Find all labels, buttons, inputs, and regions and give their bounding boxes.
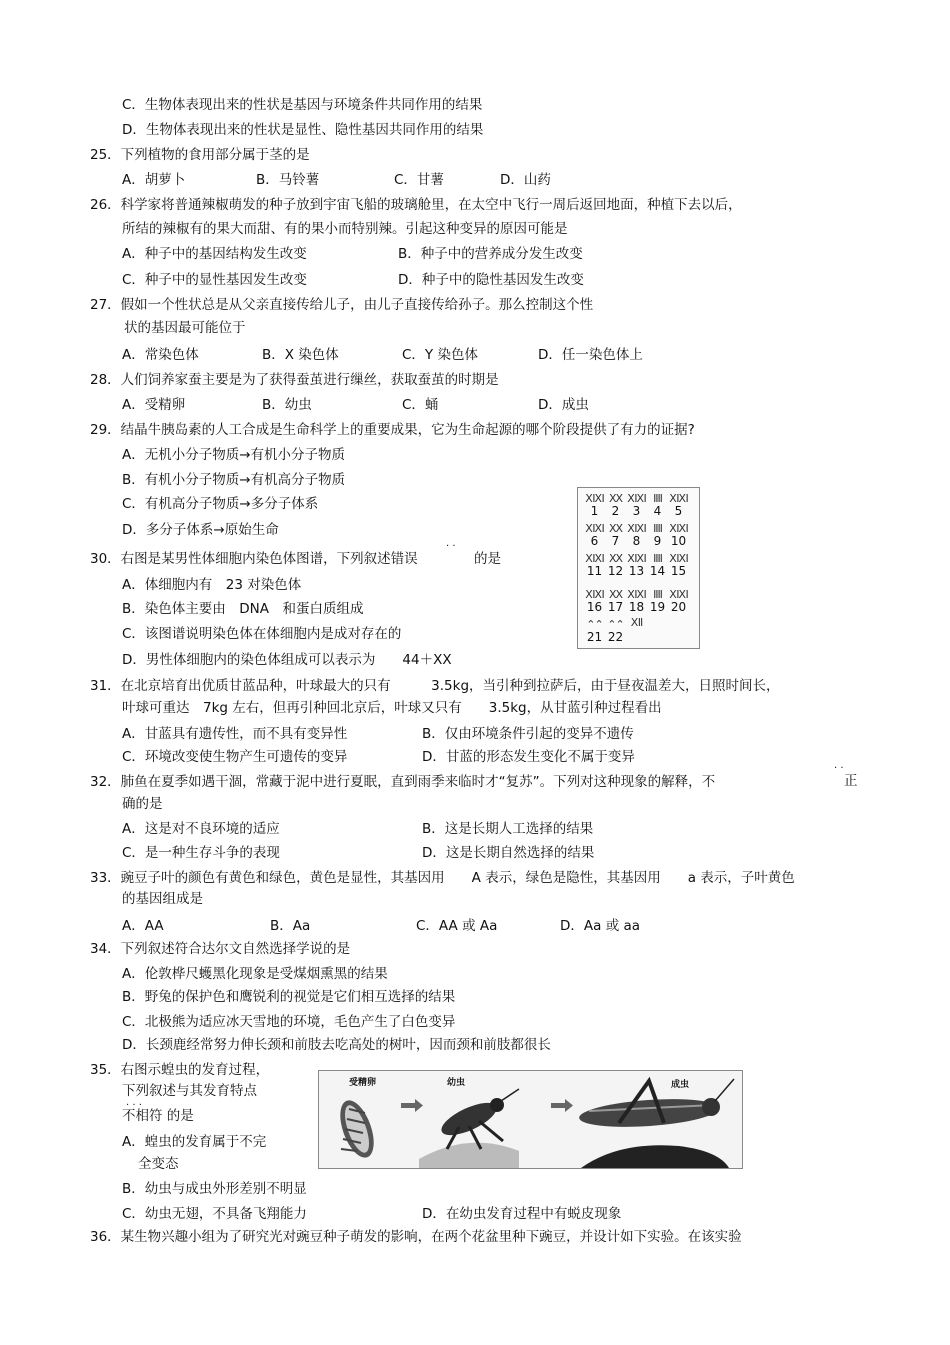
- chromosome-pair-glyph: ⅪⅪ: [669, 552, 688, 565]
- chromosome-number: 22: [607, 630, 624, 644]
- chromosome-number: 11: [586, 564, 603, 578]
- chromosome-number: 7: [611, 534, 620, 548]
- q31-option-c: C．环境改变使生物产生可遗传的变异: [122, 749, 348, 765]
- q27-stem-2: 状的基因最可能位于: [124, 320, 246, 336]
- q32-option-d: D．这是长期自然选择的结果: [422, 845, 595, 861]
- q30-stem-tail: 的是: [474, 551, 501, 567]
- q32-option-b: B．这是长期人工选择的结果: [422, 821, 594, 837]
- q28-option-b: B．幼虫: [262, 397, 312, 413]
- chromosome-pair: [584, 588, 605, 614]
- karyotype-row: [584, 552, 694, 578]
- chromosome-number: 12: [607, 564, 624, 578]
- chromosome-number: 17: [607, 600, 624, 614]
- chromosome-pair: [647, 522, 668, 548]
- q28-option-c: C．蛹: [402, 397, 439, 413]
- chromosome-pair: [626, 492, 647, 518]
- q25-option-a: A．胡萝卜: [122, 172, 186, 188]
- q29-option-b: B．有机小分子物质→有机高分子物质: [122, 472, 346, 488]
- chromosome-pair: [584, 522, 605, 548]
- chromosome-pair-glyph: ⅪⅪ: [627, 492, 646, 505]
- chromosome-pair-glyph: ⅪⅪ: [627, 588, 646, 601]
- chromosome-pair-glyph: ⅡⅡ: [653, 552, 662, 565]
- chromosome-pair-glyph: ⅩⅩ: [608, 588, 623, 601]
- q31-stem-2: 叶球可重达 7kg 左右，但再引种回北京后，叶球又只有 3.5kg，从甘蓝引种过程看出: [122, 700, 662, 716]
- arrow-right-icon: [401, 1099, 423, 1112]
- chromosome-pair: [605, 588, 626, 614]
- nymph-icon: [419, 1089, 519, 1168]
- chromosome-pair-glyph: ⅪⅪ: [669, 522, 688, 535]
- q32-option-c: C．是一种生存斗争的表现: [122, 845, 280, 861]
- q26-option-a: A．种子中的基因结构发生改变: [122, 246, 307, 262]
- q34-option-d: D．长颈鹿经常努力伸长颈和前肢去吃高处的树叶，因而颈和前肢都很长: [122, 1037, 551, 1053]
- q25-option-c: C．甘薯: [394, 172, 444, 188]
- chromosome-pair: [605, 618, 626, 644]
- chromosome-pair: [584, 552, 605, 578]
- q36-stem: 36．某生物兴趣小组为了研究光对豌豆种子萌发的影响，在两个花盆里种下豌豆，并设计如下实验。在该实验: [90, 1229, 742, 1245]
- chromosome-pair-glyph: ⅪⅪ: [585, 552, 604, 565]
- chromosome-number: 9: [653, 534, 662, 548]
- q28-option-a: A．受精卵: [122, 397, 186, 413]
- q30-option-c: C．该图谱说明染色体在体细胞内是成对存在的: [122, 626, 402, 642]
- q26-option-c: C．种子中的显性基因发生改变: [122, 272, 307, 288]
- chromosome-number: 19: [649, 600, 666, 614]
- q33-option-a: A．AA: [122, 918, 164, 934]
- q29-option-c: C．有机高分子物质→多分子体系: [122, 496, 319, 512]
- chromosome-pair: [584, 618, 605, 644]
- karyotype-figure: [577, 487, 700, 649]
- q31-stem-1: 31．在北京培育出优质甘蓝品种，叶球最大的只有 3.5kg，当引种到拉萨后，由于昼夜温差大，日照时间长，: [90, 678, 780, 694]
- chromosome-pair: [605, 522, 626, 548]
- chromosome-pair-glyph: ⅪⅪ: [585, 588, 604, 601]
- chromosome-pair-glyph: ⅪⅪ: [627, 552, 646, 565]
- q29-option-a: A．无机小分子物质→有机小分子物质: [122, 447, 346, 463]
- q35-option-a-cont: 全变态: [138, 1156, 179, 1172]
- q34-option-c: C．北极熊为适应冰天雪地的环境，毛色产生了白色变异: [122, 1014, 456, 1030]
- q33-option-c: C．AA 或 Aa: [416, 918, 498, 934]
- chromosome-number: 14: [649, 564, 666, 578]
- q34-option-a: A．伦敦桦尺蠖黑化现象是受煤烟熏黑的结果: [122, 966, 388, 982]
- q33-stem-2: 的基因组成是: [122, 891, 203, 907]
- chromosome-number: 4: [653, 504, 662, 518]
- q35-stem-2: 下列叙述与其发育特点: [122, 1083, 257, 1099]
- q26-stem-2: 所结的辣椒有的果大而甜、有的果小而特别辣。引起这种变异的原因可能是: [122, 221, 568, 237]
- sex-chromosome-pair: [626, 618, 647, 644]
- q30-stem: 30．右图是某男性体细胞内染色体图谱，下列叙述错误: [90, 551, 418, 567]
- chromosome-pair: [605, 552, 626, 578]
- q27-option-d: D．任一染色体上: [538, 347, 643, 363]
- q33-stem-1: 33．豌豆子叶的颜色有黄色和绿色，黄色是显性，其基因用 A 表示，绿色是隐性，其基因用 a 表示，子叶黄色: [90, 870, 795, 886]
- q27-option-b: B．X 染色体: [262, 347, 339, 363]
- q28-stem: 28．人们饲养家蚕主要是为了获得蚕茧进行缫丝，获取蚕茧的时期是: [90, 372, 499, 388]
- chromosome-number: 5: [674, 504, 683, 518]
- q29-option-d: D．多分子体系→原始生命: [122, 522, 279, 538]
- chromosome-pair-glyph: ⌃⌃: [607, 618, 624, 631]
- q32-stem-zheng: 正: [844, 773, 858, 789]
- q25-option-b: B．马铃薯: [256, 172, 320, 188]
- chromosome-pair-glyph: ⅡⅡ: [653, 492, 662, 505]
- stage-label-nymph: 幼虫: [447, 1078, 466, 1088]
- q32-stem-2: 确的是: [122, 796, 163, 812]
- chromosome-number: 13: [628, 564, 645, 578]
- chromosome-pair: [626, 588, 647, 614]
- emphasis-dots: · ·: [834, 763, 844, 774]
- q27-option-c: C．Y 染色体: [402, 347, 478, 363]
- q35-option-d: D．在幼虫发育过程中有蜕皮现象: [422, 1206, 622, 1222]
- chromosome-number: 6: [590, 534, 599, 548]
- q33-option-b: B．Aa: [270, 918, 311, 934]
- chromosome-pair: [626, 552, 647, 578]
- q32-stem-1: 32．肺鱼在夏季如遇干涸，常藏于泥中进行夏眠，直到雨季来临时才“复苏”。下列对这种现象的解释，不: [90, 774, 716, 790]
- adult-locust-icon: [578, 1079, 734, 1168]
- chromosome-number: 8: [632, 534, 641, 548]
- q34-stem: 34．下列叙述符合达尔文自然选择学说的是: [90, 941, 351, 957]
- chromosome-pair-glyph: ⅪⅪ: [585, 492, 604, 505]
- q24-option-d: D．生物体表现出来的性状是显性、隐性基因共同作用的结果: [122, 122, 484, 138]
- q25-stem: 25．下列植物的食用部分属于茎的是: [90, 147, 310, 163]
- chromosome-number: 10: [670, 534, 687, 548]
- q30-option-b: B．染色体主要由 DNA 和蛋白质组成: [122, 601, 364, 617]
- chromosome-pair: [647, 552, 668, 578]
- q24-option-c: C．生物体表现出来的性状是基因与环境条件共同作用的结果: [122, 97, 483, 113]
- stage-label-egg: 受精卵: [349, 1078, 377, 1088]
- chromosome-number: 1: [590, 504, 599, 518]
- q31-option-a: A．甘蓝具有遗传性，而不具有变异性: [122, 726, 348, 742]
- chromosome-pair: [668, 522, 689, 548]
- karyotype-grid: [584, 492, 694, 644]
- chromosome-pair-glyph: ⅪⅪ: [669, 492, 688, 505]
- chromosome-pair: [626, 522, 647, 548]
- arrow-right-icon: [551, 1099, 573, 1112]
- q33-option-d: D．Aa 或 aa: [560, 918, 641, 934]
- q25-option-d: D．山药: [500, 172, 551, 188]
- q27-stem-1: 27．假如一个性状总是从父亲直接传给儿子，由儿子直接传给孙子。那么控制这个性: [90, 297, 594, 313]
- q34-option-b: B．野兔的保护色和鹰锐利的视觉是它们相互选择的结果: [122, 989, 456, 1005]
- karyotype-row: [584, 492, 694, 518]
- chromosome-pair: [647, 588, 668, 614]
- q30-option-d: D．男性体细胞内的染色体组成可以表示为 44＋XX: [122, 652, 452, 668]
- egg-pod-icon: [334, 1096, 381, 1162]
- chromosome-number: 21: [586, 630, 603, 644]
- chromosome-number: 16: [586, 600, 603, 614]
- chromosome-pair: [647, 492, 668, 518]
- karyotype-row: [584, 522, 694, 548]
- karyotype-row: [584, 588, 694, 614]
- chromosome-number: 20: [670, 600, 687, 614]
- chromosome-pair-glyph: ⅪⅪ: [669, 588, 688, 601]
- q35-option-a: A．蝗虫的发育属于不完: [122, 1134, 267, 1150]
- stage-label-adult: 成虫: [671, 1080, 690, 1090]
- emphasis-dots: · · ·: [126, 1100, 142, 1111]
- q35-option-c: C．幼虫无翅，不具备飞翔能力: [122, 1206, 307, 1222]
- chromosome-pair-glyph: ⅩⅩ: [608, 522, 623, 535]
- q27-option-a: A．常染色体: [122, 347, 199, 363]
- chromosome-pair-glyph: ⅩⅩ: [608, 552, 623, 565]
- q35-stem-3: 不相符 的是: [122, 1108, 194, 1124]
- karyotype-row: [584, 618, 694, 644]
- sex-chromosome-glyph: ⅪI: [630, 616, 643, 629]
- q26-stem-1: 26．科学家将普通辣椒萌发的种子放到宇宙飞船的玻璃舱里，在太空中飞行一周后返回地面，种植下去以后，: [90, 197, 742, 213]
- q31-option-b: B．仅由环境条件引起的变异不遗传: [422, 726, 634, 742]
- chromosome-pair: [668, 588, 689, 614]
- chromosome-pair-glyph: ⅩⅩ: [608, 492, 623, 505]
- chromosome-pair: [668, 552, 689, 578]
- q35-option-b: B．幼虫与成虫外形差别不明显: [122, 1181, 307, 1197]
- q29-stem: 29．结晶牛胰岛素的人工合成是生命科学上的重要成果，它为生命起源的哪个阶段提供了有力的证据?: [90, 422, 695, 438]
- q26-option-d: D．种子中的隐性基因发生改变: [398, 272, 584, 288]
- q31-option-d: D．甘蓝的形态发生变化不属于变异: [422, 749, 635, 765]
- q28-option-d: D．成虫: [538, 397, 589, 413]
- chromosome-pair: [584, 492, 605, 518]
- emphasis-dots: · ·: [446, 541, 456, 552]
- chromosome-pair-glyph: ⅡⅡ: [653, 522, 662, 535]
- chromosome-pair-glyph: ⌃⌃: [586, 618, 603, 631]
- q35-stem-1: 35．右图示蝗虫的发育过程，: [90, 1062, 270, 1078]
- chromosome-pair-glyph: ⅪⅪ: [627, 522, 646, 535]
- chromosome-pair: [605, 492, 626, 518]
- chromosome-number: 15: [670, 564, 687, 578]
- q26-option-b: B．种子中的营养成分发生改变: [398, 246, 583, 262]
- chromosome-number: 2: [611, 504, 620, 518]
- chromosome-number: 18: [628, 600, 645, 614]
- q32-option-a: A．这是对不良环境的适应: [122, 821, 280, 837]
- locust-development-figure: [318, 1070, 743, 1169]
- chromosome-pair: [668, 492, 689, 518]
- chromosome-pair-glyph: ⅪⅪ: [585, 522, 604, 535]
- chromosome-number: 3: [632, 504, 641, 518]
- chromosome-pair-glyph: ⅡⅡ: [653, 588, 662, 601]
- q30-option-a: A．体细胞内有 23 对染色体: [122, 577, 302, 593]
